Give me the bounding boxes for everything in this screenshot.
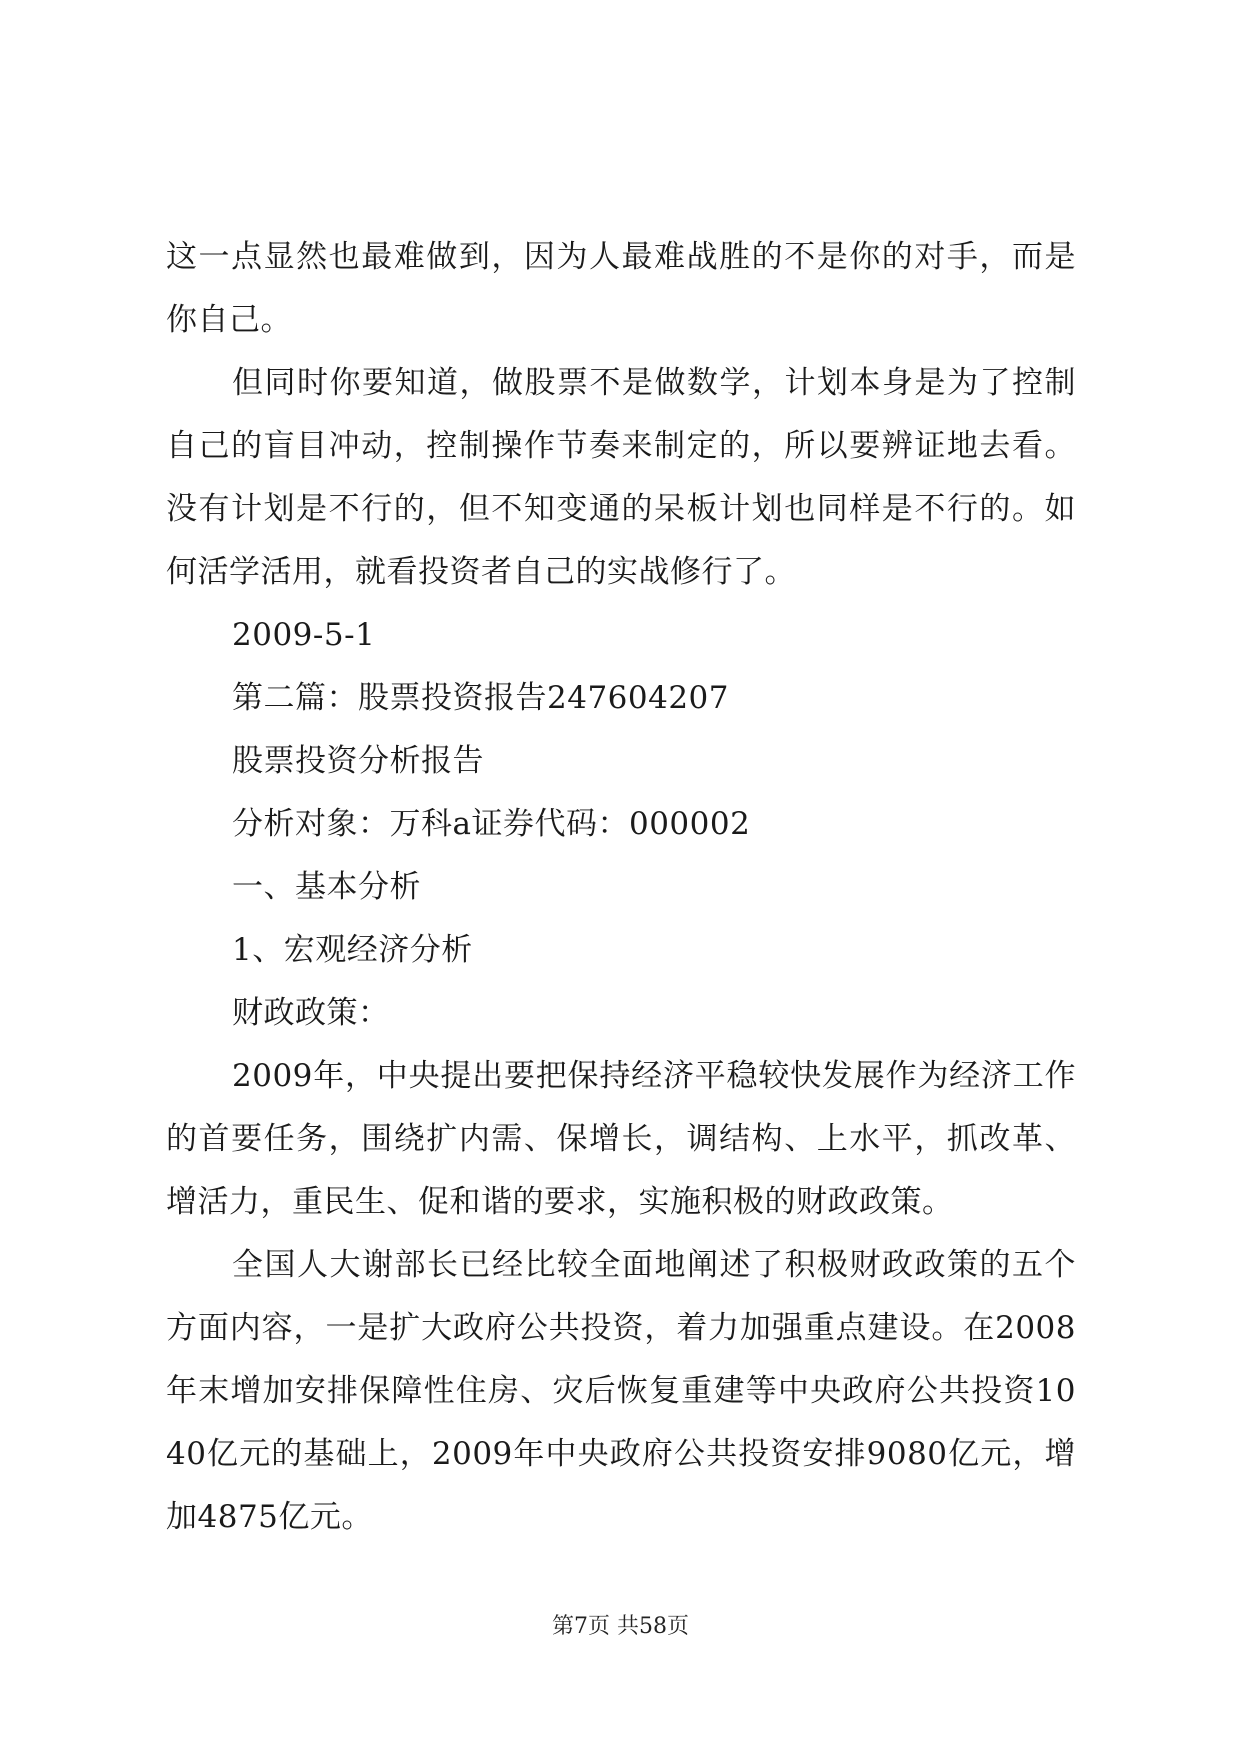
paragraph-plan-flexibility: 但同时你要知道，做股票不是做数学，计划本身是为了控制自己的盲目冲动，控制操作节奏来制定的，所以要辨证地去看。没有计划是不行的，但不知变通的呆板计划也同样是不行的。如何活学活用，就看投资者自己的实战修行了。 xyxy=(166,365,1076,590)
heading-basic-analysis: 一、基本分析 xyxy=(232,869,421,905)
date-line: 2009-5-1 xyxy=(232,617,376,653)
paragraph-fiscal-2009: 2009年，中央提出要把保持经济平稳较快发展作为经济工作的首要任务，围绕扩内需、保增长，调结构、上水平，抓改革、增活力，重民生、促和谐的要求，实施积极的财政政策。 xyxy=(166,1058,1076,1220)
page-number-footer: 第7页 共58页 xyxy=(552,1614,689,1639)
subheading-macro-analysis: 1、宏观经济分析 xyxy=(232,932,473,968)
label-fiscal-policy: 财政政策： xyxy=(232,995,390,1031)
paragraph-continuation: 这一点显然也最难做到，因为人最难战胜的不是你的对手，而是你自己。 xyxy=(166,239,1076,338)
paragraph-public-investment: 全国人大谢部长已经比较全面地阐述了积极财政政策的五个方面内容，一是扩大政府公共投资，着力加强重点建设。在2008年末增加安排保障性住房、灾后恢复重建等中央政府公共投资1040亿元的基础上，2009年中央政府公共投资安排9080亿元，增加4875亿元。 xyxy=(166,1247,1076,1535)
section-title: 第二篇：股票投资报告247604207 xyxy=(232,680,730,716)
document-body xyxy=(166,226,1076,1549)
analysis-target: 分析对象：万科a证券代码：000002 xyxy=(232,806,751,842)
report-title: 股票投资分析报告 xyxy=(232,743,484,779)
